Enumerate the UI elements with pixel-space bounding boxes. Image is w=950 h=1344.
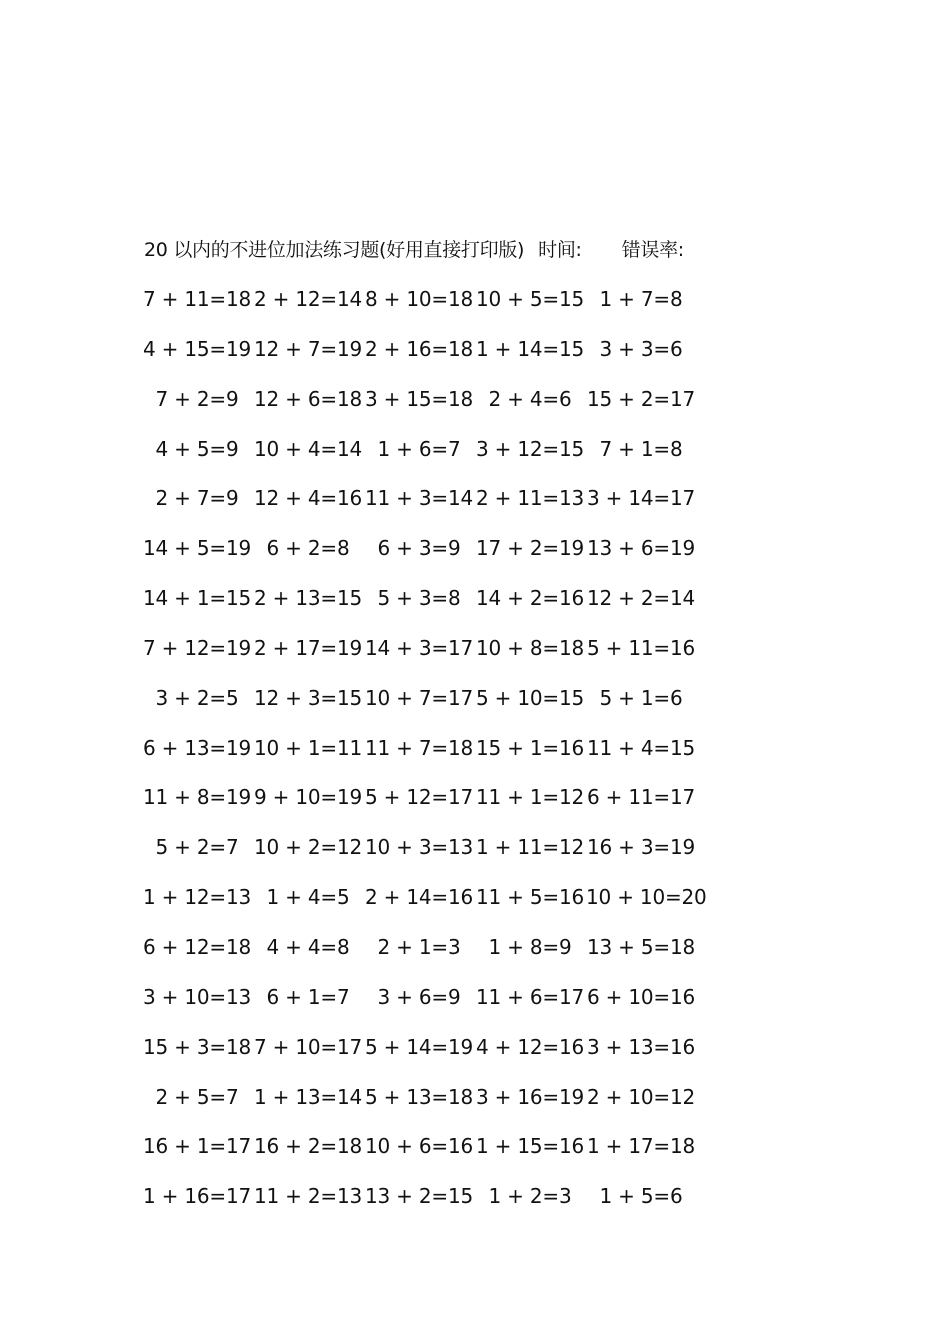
problem-row bbox=[142, 783, 710, 833]
problem-item: 16 + 1=17 bbox=[142, 1134, 252, 1159]
problem-item: 5 + 10=15 bbox=[475, 685, 585, 710]
problem-item: 10 + 3=13 bbox=[364, 835, 474, 860]
problem-row bbox=[150, 484, 710, 534]
problem-item: 11 + 8=19 bbox=[142, 785, 252, 810]
problem-item: 3 + 6=9 bbox=[377, 984, 461, 1009]
problem-item: 6 + 2=8 bbox=[266, 536, 350, 561]
problem-item: 3 + 14=17 bbox=[586, 486, 696, 511]
problem-item: 2 + 7=9 bbox=[155, 486, 239, 511]
problem-item: 15 + 2=17 bbox=[586, 386, 696, 411]
problem-item: 10 + 7=17 bbox=[364, 685, 474, 710]
problem-item: 1 + 12=13 bbox=[142, 885, 252, 910]
problem-row bbox=[142, 883, 710, 933]
problem-item: 4 + 15=19 bbox=[142, 336, 252, 361]
problem-row bbox=[142, 584, 710, 634]
problem-item: 3 + 15=18 bbox=[364, 386, 474, 411]
problem-item: 6 + 11=17 bbox=[586, 785, 696, 810]
problem-item: 11 + 7=18 bbox=[364, 735, 474, 760]
problem-item: 2 + 13=15 bbox=[253, 586, 363, 611]
problem-item: 2 + 11=13 bbox=[475, 486, 585, 511]
problem-item: 7 + 12=19 bbox=[142, 635, 252, 660]
problem-item: 2 + 10=12 bbox=[586, 1084, 696, 1109]
problem-item: 1 + 4=5 bbox=[266, 885, 350, 910]
time-label: 时间: bbox=[538, 239, 582, 261]
problem-item: 5 + 1=6 bbox=[599, 685, 683, 710]
problem-item: 3 + 10=13 bbox=[142, 984, 252, 1009]
problem-item: 1 + 16=17 bbox=[142, 1184, 252, 1209]
problem-item: 16 + 3=19 bbox=[586, 835, 696, 860]
problem-item: 3 + 3=6 bbox=[599, 336, 683, 361]
problem-item: 14 + 1=15 bbox=[142, 586, 252, 611]
problem-item: 7 + 11=18 bbox=[142, 287, 252, 311]
problem-item: 11 + 5=16 bbox=[475, 885, 585, 910]
problem-item: 12 + 2=14 bbox=[586, 586, 696, 611]
problem-item: 1 + 13=14 bbox=[253, 1084, 363, 1109]
worksheet-header bbox=[144, 236, 684, 264]
problem-row bbox=[142, 335, 710, 385]
problem-item: 5 + 14=19 bbox=[364, 1034, 474, 1059]
error-rate-label: 错误率: bbox=[621, 239, 684, 261]
problem-item: 1 + 5=6 bbox=[599, 1184, 683, 1209]
problem-item: 14 + 3=17 bbox=[364, 635, 474, 660]
problem-item: 4 + 4=8 bbox=[266, 934, 350, 959]
problem-item: 5 + 2=7 bbox=[155, 835, 239, 860]
problem-item: 6 + 10=16 bbox=[586, 984, 696, 1009]
problem-item: 2 + 5=7 bbox=[155, 1084, 239, 1109]
problem-row bbox=[142, 983, 710, 1033]
problem-item: 5 + 11=16 bbox=[586, 635, 696, 660]
problem-item: 1 + 6=7 bbox=[377, 436, 461, 461]
problem-item: 10 + 1=11 bbox=[253, 735, 363, 760]
problem-item: 7 + 2=9 bbox=[155, 386, 239, 411]
problem-item: 6 + 1=7 bbox=[266, 984, 350, 1009]
problem-item: 1 + 11=12 bbox=[475, 835, 585, 860]
problem-item: 10 + 10=20 bbox=[586, 885, 707, 910]
problem-item: 2 + 17=19 bbox=[253, 635, 363, 660]
problem-item: 11 + 2=13 bbox=[253, 1184, 363, 1209]
problem-row bbox=[142, 285, 710, 335]
problem-row bbox=[150, 385, 710, 435]
problem-item: 6 + 13=19 bbox=[142, 735, 252, 760]
problem-item: 14 + 2=16 bbox=[475, 586, 585, 611]
problem-item: 11 + 3=14 bbox=[364, 486, 474, 511]
problem-item: 1 + 15=16 bbox=[475, 1134, 585, 1159]
problem-item: 10 + 8=18 bbox=[475, 635, 585, 660]
problem-item: 6 + 3=9 bbox=[377, 536, 461, 561]
problem-item: 14 + 5=19 bbox=[142, 536, 252, 561]
problem-item: 9 + 10=19 bbox=[253, 785, 363, 810]
problem-item: 12 + 4=16 bbox=[253, 486, 363, 511]
problem-item: 16 + 2=18 bbox=[253, 1134, 363, 1159]
problem-item: 12 + 3=15 bbox=[253, 685, 363, 710]
problem-item: 4 + 12=16 bbox=[475, 1034, 585, 1059]
problem-item: 2 + 4=6 bbox=[488, 386, 572, 411]
problem-item: 7 + 1=8 bbox=[599, 436, 683, 461]
problem-item: 12 + 6=18 bbox=[253, 386, 363, 411]
problem-item: 5 + 13=18 bbox=[364, 1084, 474, 1109]
problem-item: 10 + 4=14 bbox=[253, 436, 363, 461]
problem-item: 11 + 1=12 bbox=[475, 785, 585, 810]
problem-item: 3 + 13=16 bbox=[586, 1034, 696, 1059]
problem-row bbox=[142, 1182, 710, 1232]
problem-item: 10 + 2=12 bbox=[253, 835, 363, 860]
problem-item: 1 + 14=15 bbox=[475, 336, 585, 361]
problem-row bbox=[150, 435, 710, 485]
problem-item: 8 + 10=18 bbox=[364, 287, 474, 311]
problem-item: 17 + 2=19 bbox=[475, 536, 585, 561]
problem-item: 11 + 4=15 bbox=[586, 735, 696, 760]
problem-item: 5 + 12=17 bbox=[364, 785, 474, 810]
problem-item: 2 + 14=16 bbox=[364, 885, 474, 910]
problem-row bbox=[142, 634, 710, 684]
problem-item: 6 + 12=18 bbox=[142, 934, 252, 959]
problem-item: 13 + 6=19 bbox=[586, 536, 696, 561]
problem-item: 3 + 16=19 bbox=[475, 1084, 585, 1109]
problem-grid bbox=[142, 285, 710, 1232]
problem-item: 2 + 12=14 bbox=[253, 287, 363, 311]
problem-item: 4 + 5=9 bbox=[155, 436, 239, 461]
worksheet-title: 20 以内的不进位加法练习题(好用直接打印版) bbox=[144, 239, 525, 261]
problem-row bbox=[150, 684, 710, 734]
problem-row bbox=[150, 833, 710, 883]
problem-item: 3 + 12=15 bbox=[475, 436, 585, 461]
problem-item: 12 + 7=19 bbox=[253, 336, 363, 361]
problem-row bbox=[142, 933, 710, 983]
problem-row bbox=[150, 1083, 710, 1133]
problem-item: 7 + 10=17 bbox=[253, 1034, 363, 1059]
problem-item: 1 + 2=3 bbox=[488, 1184, 572, 1209]
problem-item: 1 + 8=9 bbox=[488, 934, 572, 959]
problem-row bbox=[142, 534, 710, 584]
problem-row bbox=[142, 1132, 710, 1182]
problem-item: 10 + 6=16 bbox=[364, 1134, 474, 1159]
problem-item: 5 + 3=8 bbox=[377, 586, 461, 611]
problem-item: 15 + 3=18 bbox=[142, 1034, 252, 1059]
problem-item: 3 + 2=5 bbox=[155, 685, 239, 710]
problem-item: 15 + 1=16 bbox=[475, 735, 585, 760]
problem-item: 1 + 17=18 bbox=[586, 1134, 696, 1159]
problem-item: 1 + 7=8 bbox=[599, 287, 683, 311]
problem-item: 11 + 6=17 bbox=[475, 984, 585, 1009]
problem-item: 13 + 2=15 bbox=[364, 1184, 474, 1209]
problem-item: 2 + 16=18 bbox=[364, 336, 474, 361]
problem-row bbox=[142, 1033, 710, 1083]
problem-row bbox=[142, 734, 710, 784]
problem-item: 10 + 5=15 bbox=[475, 287, 585, 311]
problem-item: 2 + 1=3 bbox=[377, 934, 461, 959]
problem-item: 13 + 5=18 bbox=[586, 934, 696, 959]
